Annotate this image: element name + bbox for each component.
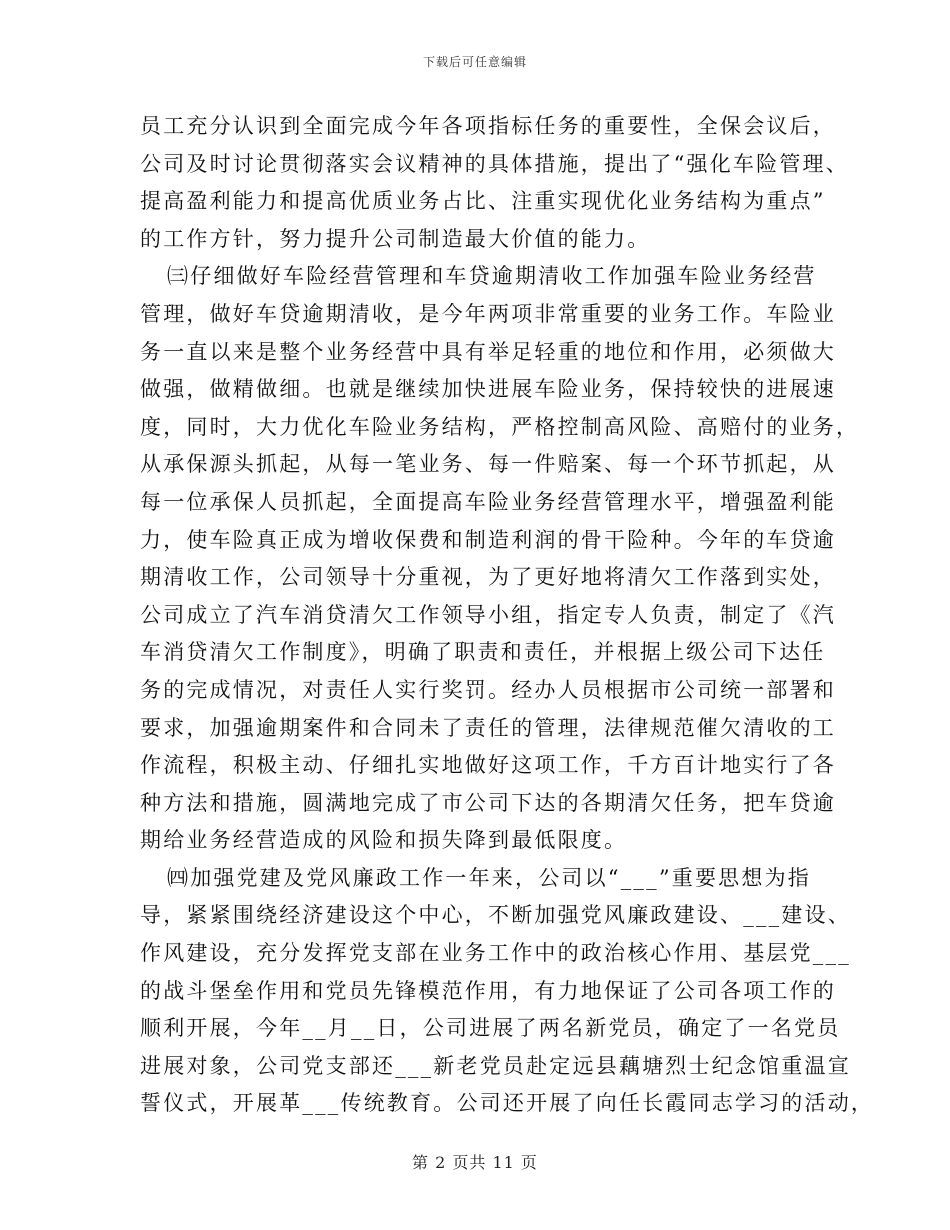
- text-line: 的工作方针，努力提升公司制造最大价值的能力。: [140, 226, 651, 251]
- page-number-footer: 第 2 页共 11 页: [412, 1153, 538, 1172]
- paragraph-start-line: ㈣加强党建及党风廉政工作一年来，公司以“___”重要思想为指: [167, 865, 811, 890]
- text-line: 做强，做精做细。也就是继续加快进展车险业务，保持较快的进展速: [140, 377, 836, 402]
- text-line: 种方法和措施，圆满地完成了市公司下达的各期清欠任务，把车贷逾: [140, 790, 836, 815]
- text-line: 的战斗堡垒作用和党员先锋模范作用，有力地保证了公司各项工作的: [140, 978, 836, 1003]
- text-line: 从承保源头抓起，从每一笔业务、每一件赔案、每一个环节抓起，从: [140, 452, 836, 477]
- paragraph-start-line: ㈢仔细做好车险经营管理和车贷逾期清收工作加强车险业务经营: [167, 264, 817, 289]
- text-line: 作风建设，充分发挥党支部在业务工作中的政治核心作用、基层党___: [140, 941, 851, 966]
- text-line: 期给业务经营造成的风险和损失降到最低限度。: [140, 828, 628, 853]
- text-line: 作流程，积极主动、仔细扎实地做好这项工作，千方百计地实行了各: [140, 753, 836, 778]
- page-header: 下载后可任意编辑: [422, 55, 527, 69]
- text-line: 期清收工作，公司领导十分重视，为了更好地将清欠工作落到实处，: [140, 565, 836, 590]
- text-line: 公司成立了汽车消贷清欠工作领导小组，指定专人负责，制定了《汽: [140, 602, 836, 627]
- text-line: 度，同时，大力优化车险业务结构，严格控制高风险、高赔付的业务，: [140, 414, 860, 439]
- body-text: [140, 108, 875, 1123]
- text-line: 务一直以来是整个业务经营中具有举足轻重的地位和作用，必须做大: [140, 339, 836, 364]
- text-line: 誓仪式，开展革___传统教育。公司还开展了向任长霞同志学习的活动，: [140, 1091, 875, 1116]
- text-line: 提高盈利能力和提高优质业务占比、注重实现优化业务结构为重点”: [140, 189, 826, 214]
- text-line: 要求，加强逾期案件和合同未了责任的管理，法律规范催欠清收的工: [140, 715, 836, 740]
- text-line: 力，使车险真正成为增收保费和制造利润的骨干险种。今年的车贷逾: [140, 527, 836, 552]
- text-line: 管理，做好车贷逾期清收，是今年两项非常重要的业务工作。车险业: [140, 301, 836, 326]
- text-line: 每一位承保人员抓起，全面提高车险业务经营管理水平，增强盈利能: [140, 489, 836, 514]
- text-line: 进展对象，公司党支部还___新老党员赴定远县藕塘烈士纪念馆重温宣: [140, 1053, 851, 1078]
- text-line: 导，紧紧围绕经济建设这个中心，不断加强党风廉政建设、___建设、: [140, 903, 851, 928]
- text-line: 公司及时讨论贯彻落实会议精神的具体措施，提出了“强化车险管理、: [140, 151, 849, 176]
- text-line: 员工充分认识到全面完成今年各项指标任务的重要性，全保会议后，: [140, 114, 836, 138]
- text-line: 车消贷清欠工作制度》，明确了职责和责任，并根据上级公司下达任: [140, 640, 826, 665]
- text-line: 顺利开展，今年__月__日，公司进展了两名新党员，确定了一名党员: [140, 1016, 841, 1041]
- text-line: 务的完成情况，对责任人实行奖罚。经办人员根据市公司统一部署和: [140, 677, 836, 702]
